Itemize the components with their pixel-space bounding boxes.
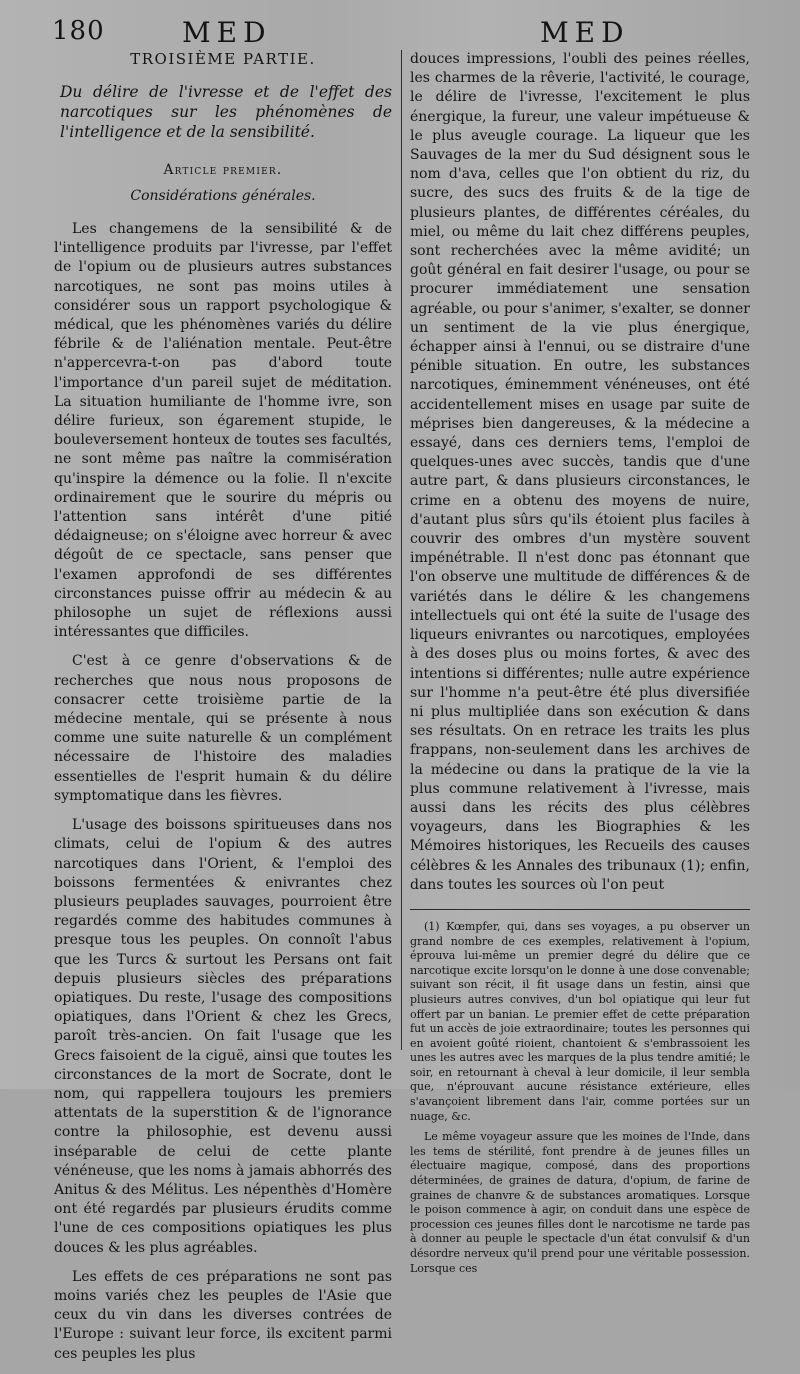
right-column — [410, 50, 750, 1282]
footnote: (1) Kœmpfer, qui, dans ses voyages, a pu observer un grand nombre de ces exemples, relativement à l'opium, éprouva lui-même un premier degré du délire que ce narcotique excite lorsqu'on le donne à une dose convenable; suivant son récit, il fit usage dans un festin, ainsi que plusieurs autres convives, d'un bol opiatique qui leur fut offert par un banian. Le premier effet de cette préparation fut un accès de joie extraordinaire; toutes les personnes qui en avoient goûté rioient, chantoient & s'embrassoient les unes les autres avec les marques de la plus tendre amitié; le soir, en retournant à cheval à leur domicile, il leur sembla que, n'éprouvant aucune résistance extérieure, elles s'avançoient librement dans l'air, comme portées sur un nuage, &c. — [410, 919, 750, 1123]
page-header — [0, 16, 800, 49]
body-paragraph: Les changemens de la sensibilité & de l'intelligence produits par l'ivresse, par l'effet de l'opium ou de plusieurs autres substances narcotiques, ne sont pas moins utiles à considérer sous un rapport psychologique & médical, que les phénomènes variés du délire fébrile & de l'aliénation mentale. Peut-être n'appercevra-t-on pas d'abord toute l'importance d'un pareil sujet de méditation. La situation humiliante de l'homme ivre, son délire furieux, son égarement stupide, le bouleversement honteux de toutes ses facultés, ne sont même pas naître la commisération qu'inspire la démence ou la folie. Il n'excite ordinairement que le sourire du mépris ou l'attention sans intérêt d'une pitié dédaigneuse; on s'éloigne avec horreur & avec dégoût de ce spectacle, sans penser que l'examen approfondi de ses différentes circonstances puisse offrir au médecin & au philosophe un sujet de réflexions aussi intéressantes que difficiles. — [54, 221, 392, 641]
footnote-divider — [410, 909, 750, 910]
body-paragraph: Les effets de ces préparations ne sont pas moins variés chez les peuples de l'Asie que ceux du vin dans les diverses contrées de l'Europe : suivant leur force, ils excitent parmi ces peuples les plus — [54, 1268, 392, 1362]
body-paragraph: C'est à ce genre d'observations & de recherches que nous nous proposons de consacrer cette troisième partie de la médecine mentale, qui se présente à nous comme une suite naturelle & un complément nécessaire de l'histoire des maladies essentielles de l'esprit humain & du délire symptomatique dans les fièvres. — [54, 653, 392, 804]
footnote: Le même voyageur assure que les moines de l'Inde, dans les tems de stérilité, font prendre à de jeunes filles un électuaire magique, composé, dans des proportions déterminées, de graines de datura, d'opium, de farine de graines de chanvre & de substances aromatiques. Lorsque le poison commence à agir, on conduit dans une espèce de procession ces jeunes filles dont le narcotisme ne tarde pas à donner au peuple le spectacle d'un état convulsif & d'un désordre nerveux qu'il prend pour une véritable possession. Lorsque ces — [410, 1130, 750, 1275]
page-number: 180 — [52, 16, 105, 46]
article-heading: Article premier. — [163, 162, 283, 178]
section-title: Du délire de l'ivresse et de l'effet des narcotiques sur les phénomènes de l'intelligence et de la sensibilité. — [60, 83, 392, 141]
part-title: TROISIÈME PARTIE. — [130, 50, 316, 68]
left-column — [54, 50, 392, 1374]
subheading: Considérations générales. — [130, 188, 316, 204]
body-paragraph: L'usage des boissons spiritueuses dans nos climats, celui de l'opium & des autres narcotiques dans l'Orient, & l'emploi des boissons fermentées & enivrantes chez plusieurs peuplades sauvages, pourroient être regardés comme des habitudes communes à presque tous les peuples. On connoît l'abus que les Turcs & surtout les Persans ont fait depuis plusieurs siècles des préparations opiatiques. Du reste, l'usage des compositions opiatiques, dans l'Orient & chez les Grecs, paroît très-ancien. On fait l'usage que les Grecs faisoient de la ciguë, ainsi que toutes les circonstances de la mort de Socrate, dont le nom, qui rappellera toujours les premiers attentats de la superstition & de l'ignorance contre la philosophie, est devenu aussi inséparable de celui de cette plante vénéneuse, que les noms à jamais abhorrés des Anitus & des Mélitus. Les népenthès d'Homère ont été regardés par plusieurs érudits comme l'une de ces compositions opiatiques les plus douces & les plus agréables. — [54, 817, 392, 1256]
column-divider — [401, 50, 402, 1050]
running-head-right: MED — [540, 16, 630, 49]
running-head-left: MED — [182, 16, 272, 49]
body-paragraph-continued: douces impressions, l'oubli des peines réelles, les charmes de la rêverie, l'activité, le courage, le délire de l'ivresse, l'excitement le plus énergique, la fureur, une valeur impétueuse & le plus aveugle courage. La liqueur que les Sauvages de la mer du Sud désignent sous le nom d'ava, celles que l'on obtient du riz, du sucre, des sucs des fruits & de la tige de plusieurs plantes, de différentes céréales, du miel, ou même du lait chez différens peuples, sont recherchées avec la même avidité; un goût général en fait desirer l'usage, ou pour se procurer immédiatement une sensation agréable, ou pour s'animer, s'exalter, se donner un sentiment de la vie plus énergique, échapper ainsi à l'ennui, ou se distraire d'une pénible situation. En outre, les substances narcotiques, éminemment vénéneuses, ont été accidentellement mises en usage par suite de méprises bien dangereuses, & la médecine a essayé, dans ces derniers tems, l'emploi de quelques-unes avec succès, tandis que d'une autre part, & dans plusieurs circonstances, le crime en a obtenu des moyens de nuire, d'autant plus sûrs qu'ils étoient plus faciles à couvrir des ombres d'un mystère souvent impénétrable. Il n'est donc pas étonnant que l'on observe une multitude de différences & de variétés dans le délire & les changemens intellectuels qui ont été la suite de l'usage des liqueurs enivrantes ou narcotiques, employées à des doses plus ou moins fortes, & avec des intentions si différentes; nulle autre expérience sur l'homme n'a peut-être été plus diversifiée ni plus multipliée dans son exécution & dans ses résultats. On en retrace les traits les plus frappans, non-seulement dans les archives de la médecine ou dans la pratique de la vie la plus commune relativement à l'ivresse, mais aussi dans les récits des plus célèbres voyageurs, dans les Biographies & les Mémoires historiques, les Recueils des causes célèbres & les Annales des tribunaux (1); enfin, dans toutes les sources où l'on peut — [410, 51, 750, 893]
